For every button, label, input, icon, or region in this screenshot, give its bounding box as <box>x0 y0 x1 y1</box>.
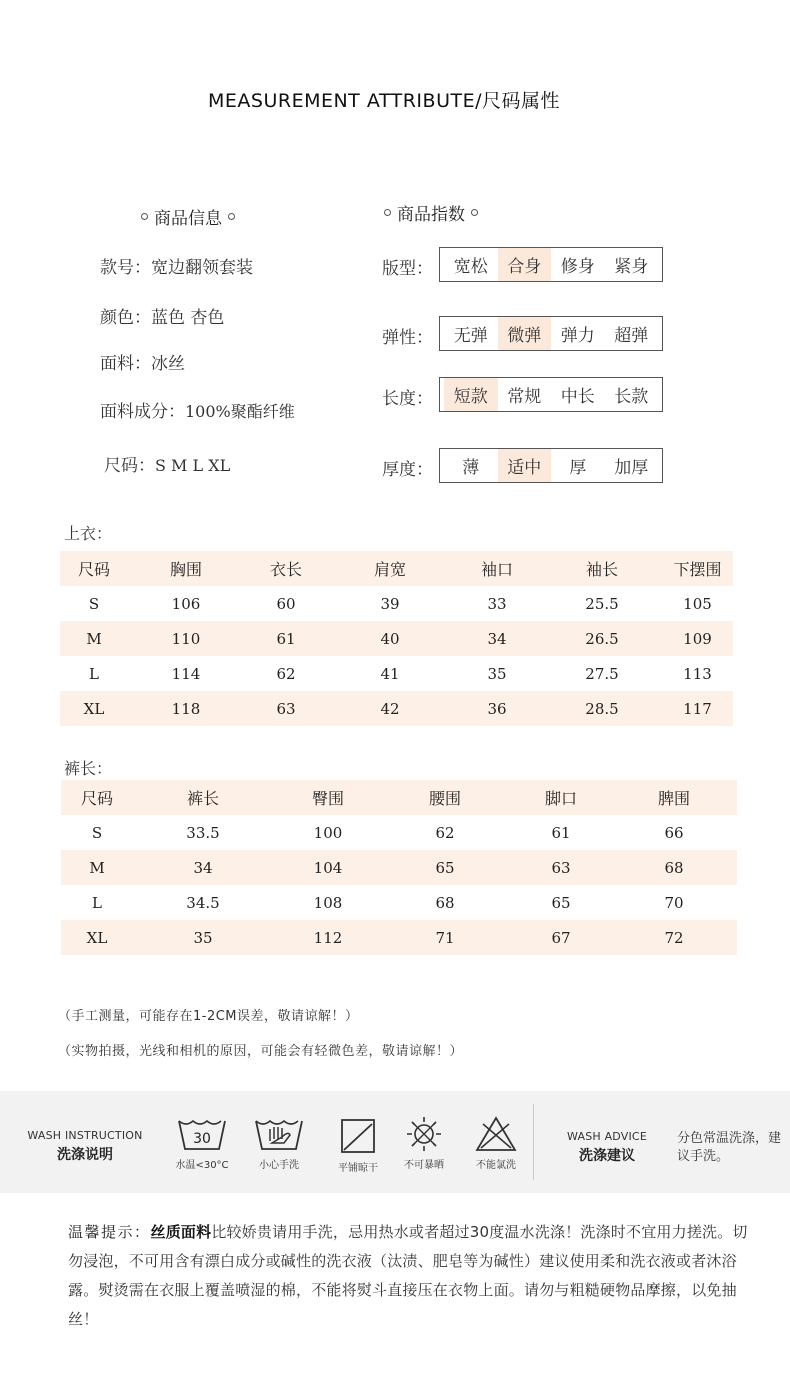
wash-30-icon <box>175 1115 229 1153</box>
tips-text: 比较娇贵请用手洗，忌用热水或者超过30度温水洗涤！洗涤时不宜用力搓洗。切勿浸泡，不可用含有漂白成分或碱性的洗衣液（汰渍、肥皂等为碱性）建议使用柔和洗衣液或者沐浴露。熨烫需在衣服上覆盖喷湿的棉，不能将熨斗直接压在衣物上面。请勿与粗糙硬物品摩擦，以免抽丝！ <box>68 1223 748 1328</box>
product-index-heading-text: 商品指数 <box>397 205 465 225</box>
table-cell: 34 <box>487 629 507 648</box>
table-cell: 110 <box>171 629 201 648</box>
care-tips <box>68 1218 758 1334</box>
index-option: 紧身 <box>614 257 649 277</box>
wash-label: 平铺晾干 <box>338 1163 378 1174</box>
table-cell: 68 <box>435 893 455 912</box>
table-cell: L <box>89 664 99 683</box>
table-cell: 67 <box>551 928 571 947</box>
table-header-row <box>61 780 737 815</box>
table-header-cell: 袖长 <box>585 560 618 579</box>
table-cell: 109 <box>683 629 712 648</box>
info-style-number <box>100 253 253 278</box>
table-header-cell: 胸围 <box>169 560 202 579</box>
product-index-heading <box>384 200 478 225</box>
table-cell: 34 <box>193 858 213 877</box>
table-cell: 26.5 <box>585 629 619 648</box>
table-header-cell: 尺码 <box>80 789 113 808</box>
table-cell: 65 <box>435 858 455 877</box>
info-label: 颜色： <box>100 308 151 328</box>
table-cell: 112 <box>313 928 343 947</box>
table-header-cell: 脾围 <box>657 789 690 808</box>
index-option: 修身 <box>560 257 595 277</box>
index-option: 弹力 <box>560 326 595 346</box>
wash-instruction-cn: 洗涤说明 <box>57 1147 113 1163</box>
no-bleach-icon <box>473 1115 519 1153</box>
table-cell: 71 <box>435 928 455 947</box>
index-option: 适中 <box>498 449 552 482</box>
table-cell: 72 <box>664 928 684 947</box>
table-cell: XL <box>86 928 108 947</box>
index-label-length: 长度： <box>382 389 433 409</box>
info-label: 面料成分： <box>100 402 185 422</box>
tips-label: 温馨提示： <box>68 1223 151 1241</box>
table-cell: 34.5 <box>186 893 220 912</box>
bullet-dot-icon <box>471 209 478 216</box>
table-header-cell: 袖口 <box>480 560 513 579</box>
table-row <box>61 815 737 850</box>
product-info-heading-text: 商品信息 <box>154 209 222 229</box>
table-cell: 104 <box>313 858 343 877</box>
page-title: MEASUREMENT ATTRIBUTE/尺码属性 <box>208 90 560 112</box>
bullet-dot-icon <box>141 213 148 220</box>
info-value: 蓝色 杏色 <box>151 308 225 328</box>
table-header-cell: 裤长 <box>186 789 219 808</box>
table-cell: M <box>89 858 105 877</box>
index-box-elasticity <box>439 316 663 351</box>
table-cell: 36 <box>487 699 507 718</box>
index-box-thickness <box>439 448 663 483</box>
table-cell: 100 <box>313 823 343 842</box>
table-cell: 118 <box>171 699 201 718</box>
table-row <box>61 920 737 955</box>
wash-label: 小心手洗 <box>259 1160 299 1171</box>
info-value: 宽边翻领套装 <box>151 258 253 278</box>
table-cell: 114 <box>171 664 201 683</box>
table-row <box>61 850 737 885</box>
table-cell: 62 <box>276 664 296 683</box>
table-cell: 68 <box>664 858 684 877</box>
top-size-table <box>60 551 733 726</box>
info-value: 冰丝 <box>151 354 185 374</box>
info-value: S M L XL <box>155 456 231 475</box>
index-option: 加厚 <box>614 458 649 478</box>
wash-label: 水温<30°C <box>175 1160 229 1171</box>
index-label-fit: 版型： <box>382 259 433 279</box>
index-option: 常规 <box>507 387 542 407</box>
index-option: 中长 <box>560 387 595 407</box>
table-cell: 40 <box>380 629 400 648</box>
table-cell: 35 <box>487 664 507 683</box>
index-box-length <box>439 377 663 412</box>
table-header-cell: 尺码 <box>77 560 110 579</box>
table-cell: 60 <box>276 594 296 613</box>
table-cell: 63 <box>551 858 571 877</box>
table-header-cell: 脚口 <box>544 789 577 808</box>
index-option: 无弹 <box>453 326 488 346</box>
color-note: （实物拍摄，光线和相机的原因，可能会有轻微色差，敬请谅解！） <box>58 1044 464 1059</box>
table-header-cell: 腰围 <box>428 789 461 808</box>
hand-wash-icon <box>252 1115 306 1153</box>
wash-label: 不可暴晒 <box>404 1160 444 1171</box>
table-header-row <box>60 551 733 586</box>
tips-bold: 丝质面料 <box>150 1223 212 1241</box>
table-cell: XL <box>83 699 105 718</box>
wash-item <box>326 1118 390 1174</box>
index-option: 薄 <box>462 458 480 478</box>
index-option: 宽松 <box>453 257 488 277</box>
info-sizes <box>104 451 230 476</box>
table-cell: 33 <box>487 594 507 613</box>
table-cell: 65 <box>551 893 571 912</box>
table-header-cell: 下摆围 <box>673 560 722 579</box>
table-cell: 42 <box>380 699 400 718</box>
index-option: 超弹 <box>614 326 649 346</box>
table-cell: 66 <box>664 823 684 842</box>
top-table-caption: 上衣： <box>64 524 113 543</box>
table-row <box>60 691 733 726</box>
info-label: 面料： <box>100 354 151 374</box>
table-cell: 108 <box>313 893 343 912</box>
index-label-elasticity: 弹性： <box>382 328 433 348</box>
table-cell: L <box>92 893 102 912</box>
table-cell: 113 <box>683 664 712 683</box>
info-composition <box>100 397 295 422</box>
index-option: 短款 <box>444 378 498 411</box>
wash-divider <box>533 1104 534 1180</box>
wash-item <box>248 1115 310 1171</box>
wash-advice-cn: 洗涤建议 <box>579 1148 635 1164</box>
index-option: 厚 <box>569 458 587 478</box>
info-value: 100%聚酯纤维 <box>185 402 295 421</box>
product-info-heading <box>141 204 235 229</box>
no-sun-icon <box>404 1115 444 1153</box>
wash-item <box>398 1115 450 1171</box>
wash-advice-text: 分色常温洗涤，建议手洗。 <box>677 1131 782 1164</box>
table-cell: S <box>88 594 100 613</box>
table-cell: 39 <box>380 594 400 613</box>
bullet-dot-icon <box>228 213 235 220</box>
table-cell: 63 <box>276 699 296 718</box>
pants-table-caption: 裤长： <box>64 759 113 778</box>
wash-advice-en: WASH ADVICE <box>567 1130 647 1143</box>
wash-temp-text: 30 <box>193 1131 211 1147</box>
table-cell: M <box>86 629 102 648</box>
info-label: 尺码： <box>104 456 155 476</box>
table-cell: 62 <box>435 823 455 842</box>
table-cell: 105 <box>683 594 712 613</box>
table-cell: 41 <box>380 664 400 683</box>
table-row <box>60 656 733 691</box>
index-option: 合身 <box>498 248 552 281</box>
info-fabric <box>100 349 185 374</box>
pants-size-table <box>61 780 737 955</box>
table-cell: 61 <box>551 823 571 842</box>
bullet-dot-icon <box>384 209 391 216</box>
table-row <box>61 885 737 920</box>
measurement-note: （手工测量，可能存在1-2CM误差，敬请谅解！） <box>58 1009 359 1024</box>
info-color <box>100 303 224 328</box>
table-row <box>60 586 733 621</box>
table-header-cell: 肩宽 <box>373 560 406 579</box>
wash-label: 不能氯洗 <box>476 1160 516 1171</box>
wash-item <box>168 1115 236 1171</box>
info-label: 款号： <box>100 258 151 278</box>
table-cell: S <box>91 823 103 842</box>
table-header-cell: 衣长 <box>269 560 302 579</box>
table-header-cell: 臀围 <box>311 789 344 808</box>
index-option: 长款 <box>614 387 649 407</box>
wash-item <box>466 1115 526 1171</box>
wash-instruction-title <box>22 1129 148 1164</box>
wash-instruction-en: WASH INSTRUCTION <box>27 1129 143 1142</box>
table-cell: 106 <box>171 594 201 613</box>
index-option: 微弹 <box>498 317 552 350</box>
table-cell: 25.5 <box>585 594 619 613</box>
table-cell: 70 <box>664 893 684 912</box>
table-cell: 27.5 <box>585 664 619 683</box>
wash-advice-title <box>560 1130 654 1165</box>
index-label-thickness: 厚度： <box>382 460 433 480</box>
index-box-fit <box>439 247 663 282</box>
table-cell: 117 <box>683 699 712 718</box>
table-cell: 35 <box>193 928 213 947</box>
table-cell: 33.5 <box>186 823 220 842</box>
table-cell: 61 <box>276 629 296 648</box>
dry-flat-icon <box>338 1118 378 1156</box>
table-row <box>60 621 733 656</box>
table-cell: 28.5 <box>585 699 619 718</box>
